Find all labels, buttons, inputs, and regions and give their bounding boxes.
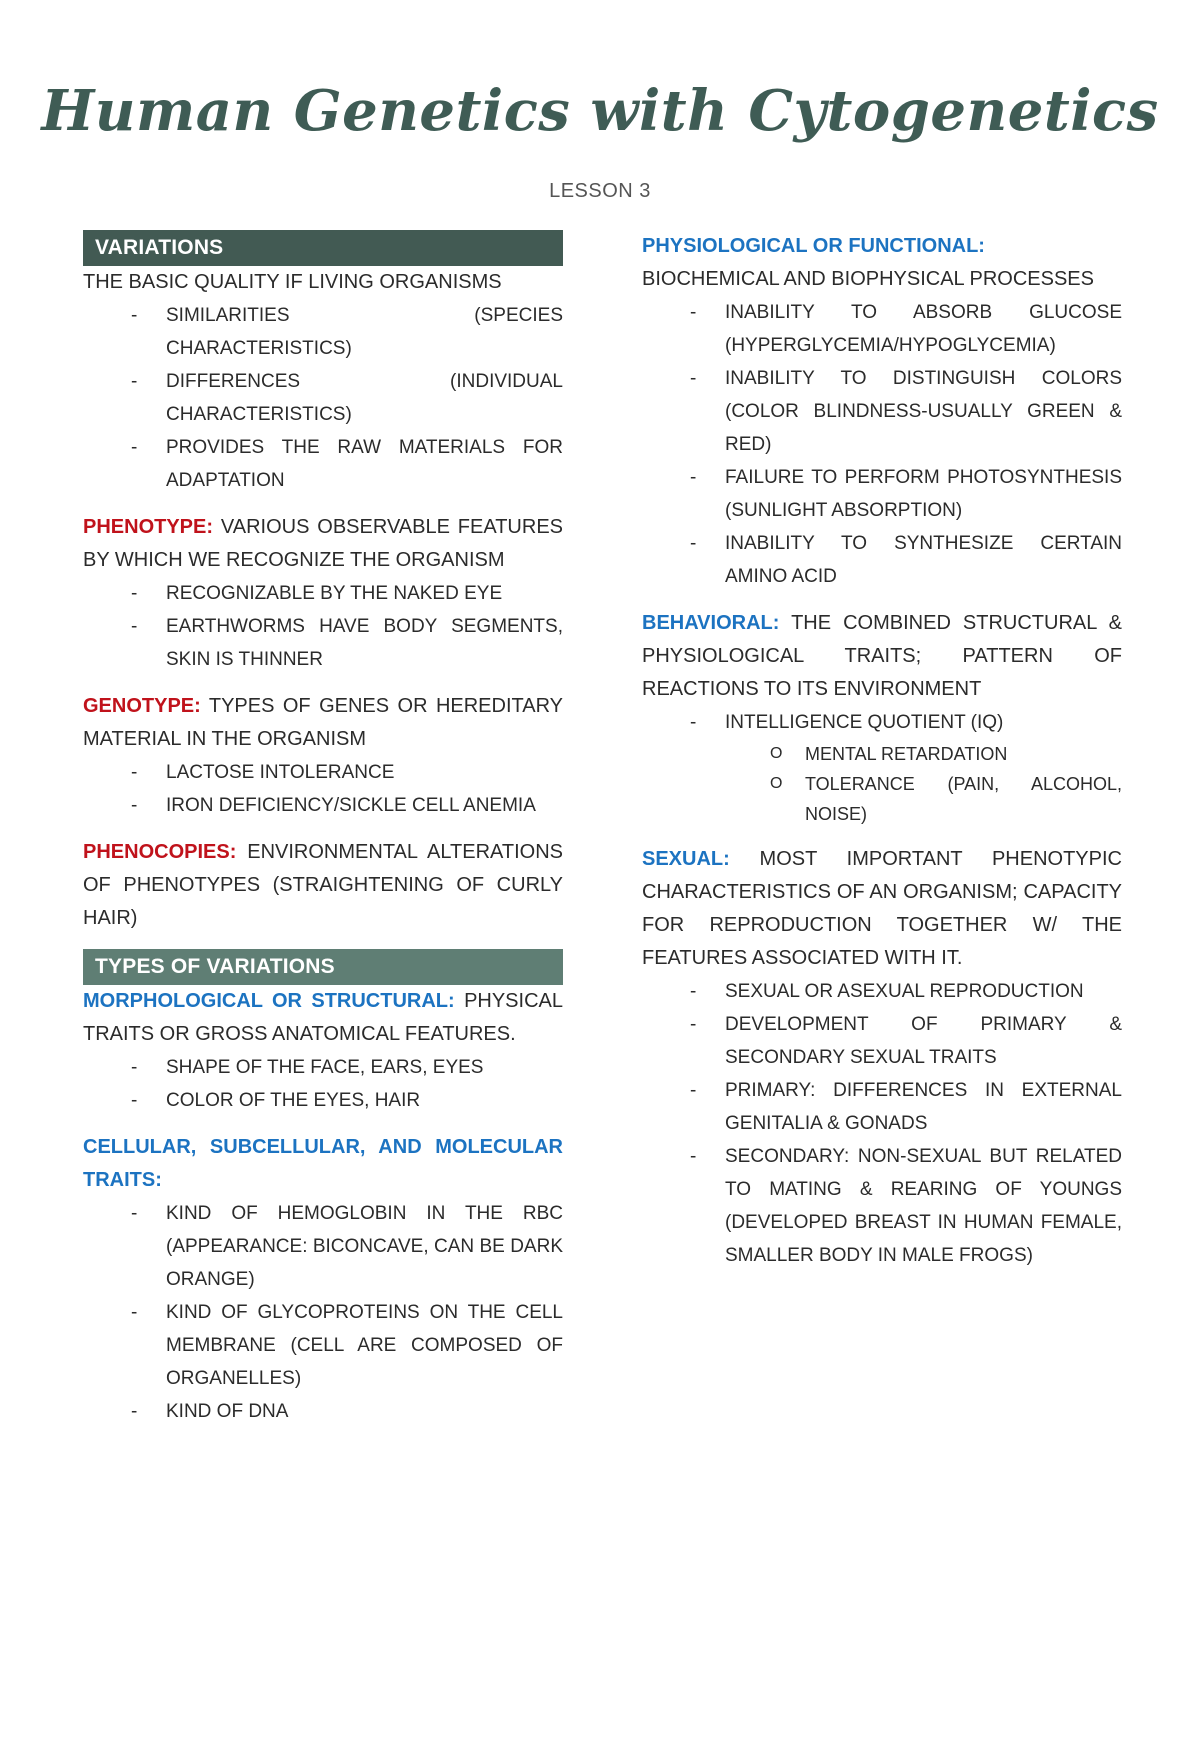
variations-header: VARIATIONS (83, 230, 563, 266)
genotype-list (131, 756, 563, 822)
page-title: Human Genetics with Cytogenetics (41, 78, 1159, 144)
list-item: - PROVIDES THE RAW MATERIALS FOR ADAPTATION (131, 431, 563, 497)
phenotype-term: PHENOTYPE: (83, 516, 214, 538)
morphological-list (131, 1051, 563, 1117)
list-item: - EARTHWORMS HAVE BODY SEGMENTS, SKIN IS THINNER (131, 610, 563, 676)
list-item: - DEVELOPMENT OF PRIMARY & SECONDARY SEXUAL TRAITS (690, 1008, 1122, 1074)
list-item: - SECONDARY: NON-SEXUAL BUT RELATED TO MATING & REARING OF YOUNGS (DEVELOPED BREAST IN HUMAN FEMALE, SMALLER BODY IN MALE FROGS) (690, 1140, 1122, 1272)
list-item: - INABILITY TO ABSORB GLUCOSE (HYPERGLYCEMIA/HYPOGLYCEMIA) (690, 296, 1122, 362)
list-item: - INTELLIGENCE QUOTIENT (IQ) (690, 706, 1122, 739)
physiological-section (642, 230, 1122, 263)
left-column (83, 230, 563, 1428)
list-item: - IRON DEFICIENCY/SICKLE CELL ANEMIA (131, 789, 563, 822)
right-column (642, 230, 1122, 1272)
list-item: - COLOR OF THE EYES, HAIR (131, 1084, 563, 1117)
phenotype-text: VARIOUS OBSERVABLE FEATURES BY WHICH WE RECOGNIZE THE ORGANISM (83, 516, 563, 571)
variations-list (131, 299, 563, 497)
sexual-list (690, 975, 1122, 1272)
list-item: - KIND OF HEMOGLOBIN IN THE RBC (APPEARANCE: BICONCAVE, CAN BE DARK ORANGE) (131, 1197, 563, 1296)
morphological-text: PHYSICAL TRAITS OR GROSS ANATOMICAL FEATURES. (83, 990, 563, 1045)
list-item: - INABILITY TO DISTINGUISH COLORS (COLOR BLINDNESS-USUALLY GREEN & RED) (690, 362, 1122, 461)
behavioral-list (690, 706, 1122, 739)
genotype-section (83, 690, 563, 756)
behavioral-sublist (770, 739, 1122, 829)
cellular-section (83, 1131, 563, 1197)
phenotype-list (131, 577, 563, 676)
behavioral-text: THE COMBINED STRUCTURAL & PHYSIOLOGICAL TRAITS; PATTERN OF REACTIONS TO ITS ENVIRONMENT (642, 612, 1122, 700)
list-item: - RECOGNIZABLE BY THE NAKED EYE (131, 577, 563, 610)
phenotype-section (83, 511, 563, 577)
phenocopies-term: PHENOCOPIES: (83, 841, 237, 863)
lesson-label: LESSON 3 (549, 180, 651, 202)
types-of-variations-header: TYPES OF VARIATIONS (83, 949, 563, 985)
phenocopies-section (83, 836, 563, 935)
list-item: O TOLERANCE (PAIN, ALCOHOL, NOISE) (770, 769, 1122, 829)
list-item: - KIND OF GLYCOPROTEINS ON THE CELL MEMBRANE (CELL ARE COMPOSED OF ORGANELLES) (131, 1296, 563, 1395)
list-item: O MENTAL RETARDATION (770, 739, 1122, 769)
sexual-section (642, 843, 1122, 975)
variations-definition: THE BASIC QUALITY IF LIVING ORGANISMS (83, 271, 502, 293)
phenocopies-text: ENVIRONMENTAL ALTERATIONS OF PHENOTYPES (STRAIGHTENING OF CURLY HAIR) (83, 841, 563, 929)
cellular-list (131, 1197, 563, 1428)
sexual-term: SEXUAL: (642, 848, 730, 870)
sexual-text: MOST IMPORTANT PHENOTYPIC CHARACTERISTICS OF AN ORGANISM; CAPACITY FOR REPRODUCTION TOGETHER W/ THE FEATURES ASSOCIATED WITH IT. (642, 848, 1122, 969)
list-item: - LACTOSE INTOLERANCE (131, 756, 563, 789)
list-item: - SEXUAL OR ASEXUAL REPRODUCTION (690, 975, 1122, 1008)
list-item: - DIFFERENCES (INDIVIDUAL CHARACTERISTICS) (131, 365, 563, 431)
morphological-section (83, 985, 563, 1051)
physiological-list (690, 296, 1122, 593)
morphological-term: MORPHOLOGICAL OR STRUCTURAL: (83, 990, 455, 1012)
behavioral-section (642, 607, 1122, 706)
list-item: - SIMILARITIES (SPECIES CHARACTERISTICS) (131, 299, 563, 365)
list-item: - FAILURE TO PERFORM PHOTOSYNTHESIS (SUNLIGHT ABSORPTION) (690, 461, 1122, 527)
physiological-text: BIOCHEMICAL AND BIOPHYSICAL PROCESSES (642, 268, 1094, 290)
list-item: - SHAPE OF THE FACE, EARS, EYES (131, 1051, 563, 1084)
list-item: - PRIMARY: DIFFERENCES IN EXTERNAL GENITALIA & GONADS (690, 1074, 1122, 1140)
list-item: - KIND OF DNA (131, 1395, 563, 1428)
cellular-term: CELLULAR, SUBCELLULAR, AND MOLECULAR TRAITS: (83, 1136, 563, 1191)
genotype-text: TYPES OF GENES OR HEREDITARY MATERIAL IN THE ORGANISM (83, 695, 564, 750)
genotype-term: GENOTYPE: (83, 695, 201, 717)
behavioral-term: BEHAVIORAL: (642, 612, 780, 634)
physiological-term: PHYSIOLOGICAL OR FUNCTIONAL: (642, 235, 985, 257)
list-item: - INABILITY TO SYNTHESIZE CERTAIN AMINO ACID (690, 527, 1122, 593)
